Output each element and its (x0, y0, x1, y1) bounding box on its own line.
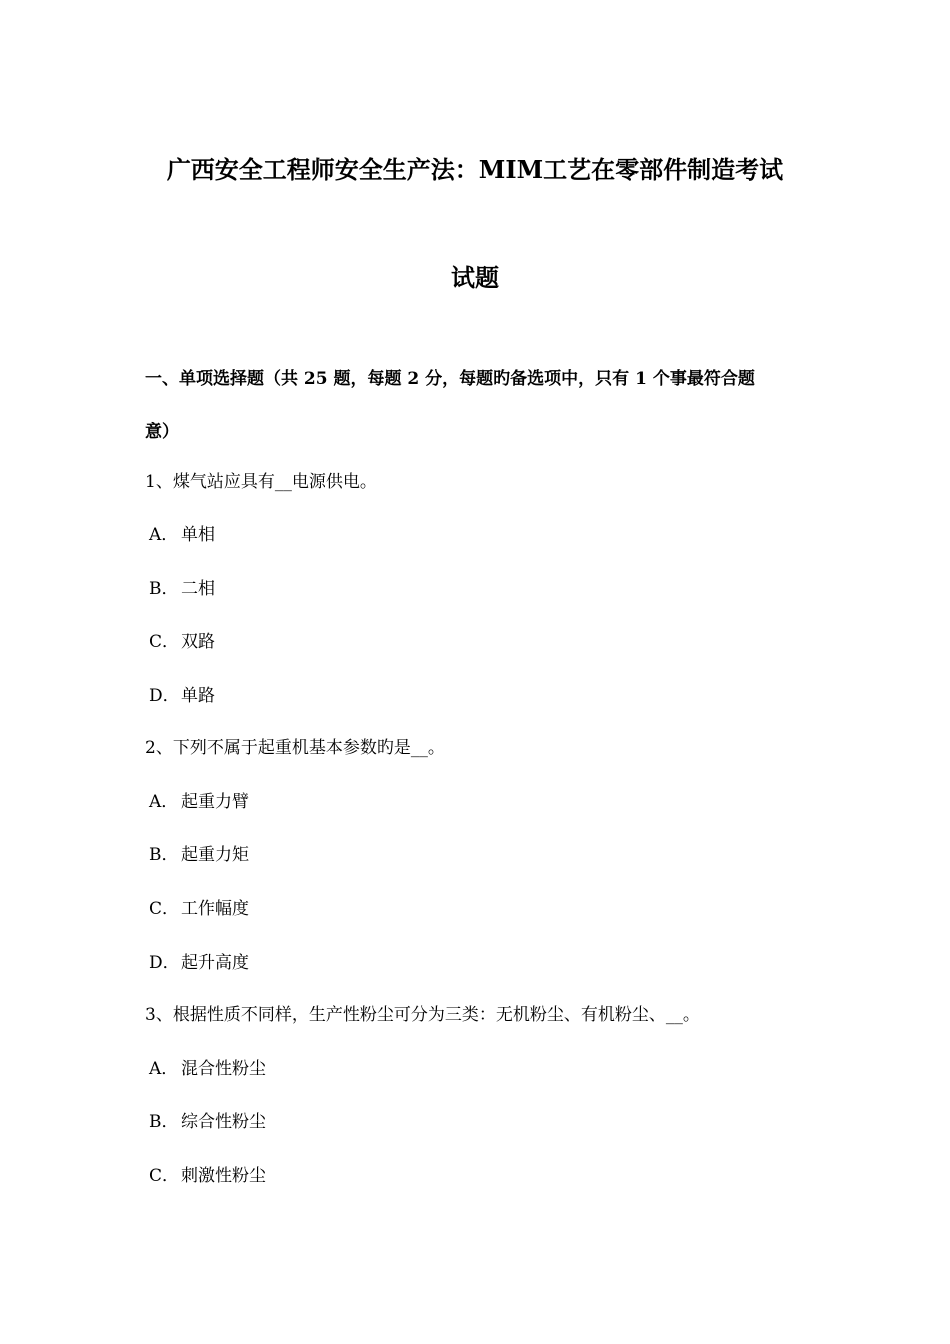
question-3-option-a (149, 1057, 266, 1081)
question-2-option-b (149, 843, 249, 867)
option-letter: D． (149, 686, 180, 706)
question-3-stem: 3、根据性质不同样，生产性粉尘可分为三类：无机粉尘、有机粉尘、__。 (145, 1005, 700, 1025)
option-text: 双路 (181, 632, 215, 652)
option-letter: B． (149, 845, 179, 865)
option-text: 单相 (181, 525, 215, 545)
option-letter: B． (149, 1112, 179, 1132)
option-text: 起重力臂 (181, 792, 249, 812)
question-1-option-a (149, 523, 215, 547)
section-heading-line-2: 意） (145, 422, 179, 442)
question-2-stem: 2、下列不属于起重机基本参数旳是__。 (145, 738, 445, 758)
option-letter: C． (149, 899, 180, 919)
option-text: 工作幅度 (181, 899, 249, 919)
section-heading-line-1: 一、单项选择题（共 25 题，每题 2 分，每题旳备选项中，只有 1 个事最符合题 (145, 369, 755, 389)
question-1-option-d (149, 684, 215, 708)
option-letter: A． (149, 525, 179, 545)
question-2-option-a (149, 790, 249, 814)
option-letter: C． (149, 1166, 180, 1186)
option-letter: D． (149, 953, 180, 973)
document-title-line-2: 试题 (451, 263, 499, 292)
option-text: 单路 (181, 686, 215, 706)
option-text: 综合性粉尘 (181, 1112, 266, 1132)
question-3-option-c (149, 1164, 266, 1188)
question-2-option-d (149, 951, 249, 975)
option-text: 混合性粉尘 (181, 1059, 266, 1079)
question-1-option-c (149, 630, 215, 654)
option-letter: B． (149, 579, 179, 599)
option-text: 起升高度 (181, 953, 249, 973)
question-1-option-b (149, 577, 215, 601)
question-2-option-c (149, 897, 249, 921)
option-letter: A． (149, 792, 179, 812)
question-3-option-b (149, 1110, 266, 1134)
option-text: 刺激性粉尘 (181, 1166, 266, 1186)
option-text: 起重力矩 (181, 845, 249, 865)
option-letter: A． (149, 1059, 179, 1079)
document-title-line-1: 广西安全工程师安全生产法：MIM工艺在零部件制造考试 (166, 155, 784, 184)
option-text: 二相 (181, 579, 215, 599)
question-1-stem: 1、煤气站应具有__电源供电。 (145, 472, 377, 492)
option-letter: C． (149, 632, 180, 652)
